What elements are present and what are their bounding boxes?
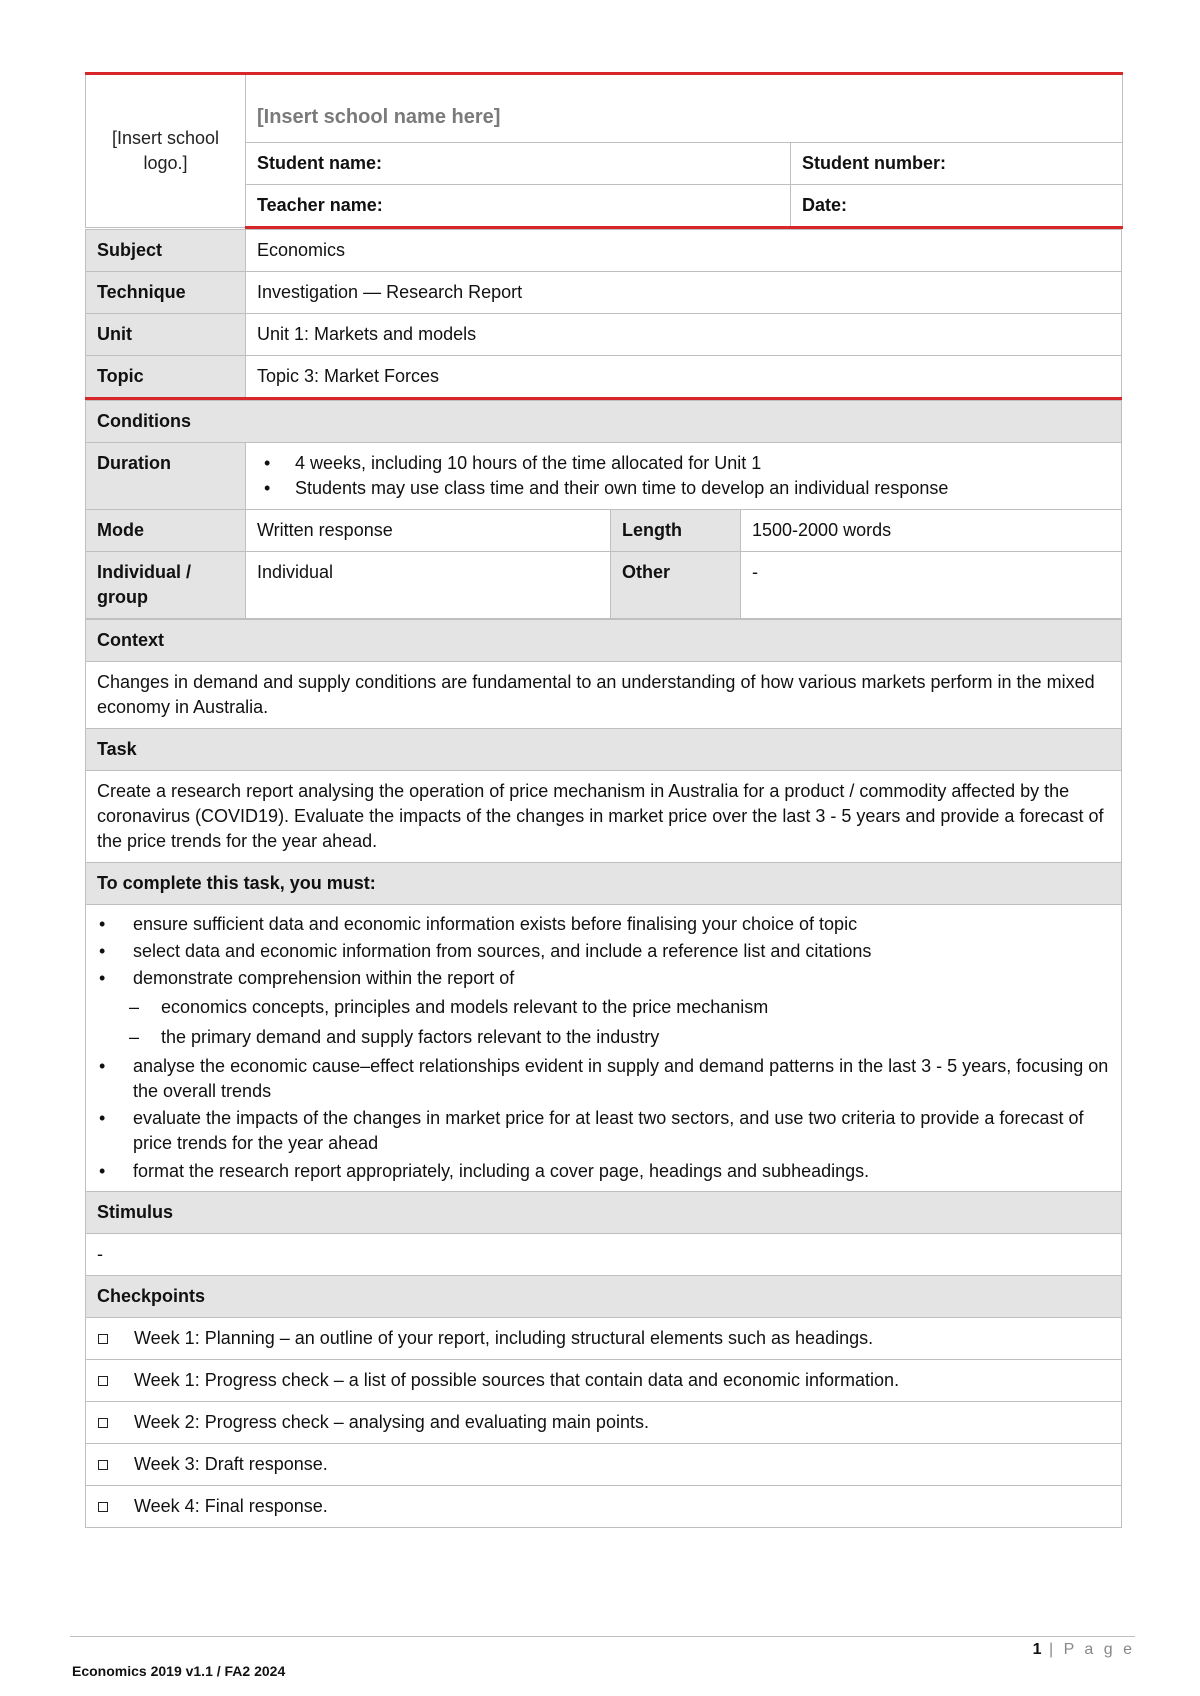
individual-group-label: Individual / group — [86, 552, 246, 619]
mode-label: Mode — [86, 510, 246, 552]
length-value: 1500-2000 words — [741, 510, 1122, 552]
checkpoint-item — [86, 1444, 1122, 1486]
requirements-heading: To complete this task, you must: — [86, 863, 1122, 905]
duration-label: Duration — [86, 443, 246, 510]
requirement-subitem: – economics concepts, principles and models relevant to the price mechanism — [97, 992, 1110, 1022]
document-id: Economics 2019 v1.1 / FA2 2024 — [72, 1663, 286, 1679]
checkpoint-item — [86, 1360, 1122, 1402]
individual-group-value: Individual — [246, 552, 611, 619]
school-logo-placeholder: [Insert school logo.] — [86, 74, 246, 228]
requirement-item: • demonstrate comprehension within the report of — [97, 965, 1110, 992]
assessment-document — [85, 72, 1122, 1528]
unit-value: Unit 1: Markets and models — [246, 314, 1122, 356]
duration-item: • 4 weeks, including 10 hours of the time allocated for Unit 1 — [257, 451, 1110, 476]
checkpoint-text: Week 1: Progress check – a list of possible sources that contain data and economic information. — [134, 1370, 900, 1390]
details-table — [85, 229, 1122, 400]
unit-label: Unit — [86, 314, 246, 356]
other-value: - — [741, 552, 1122, 619]
context-heading: Context — [86, 620, 1122, 662]
requirement-item: • format the research report appropriately, including a cover page, headings and subheadings. — [97, 1158, 1110, 1185]
teacher-name-field[interactable]: Teacher name: — [246, 185, 791, 228]
subject-label: Subject — [86, 230, 246, 272]
subject-value: Economics — [246, 230, 1122, 272]
topic-value: Topic 3: Market Forces — [246, 356, 1122, 399]
topic-label: Topic — [86, 356, 246, 399]
checkpoints-heading: Checkpoints — [86, 1276, 1122, 1318]
context-text: Changes in demand and supply conditions are fundamental to an understanding of how various markets perform in the mixed economy in Australia. — [86, 662, 1122, 729]
checkbox-icon[interactable] — [98, 1334, 108, 1344]
technique-label: Technique — [86, 272, 246, 314]
checkpoint-text: Week 3: Draft response. — [134, 1454, 328, 1474]
content-table — [85, 619, 1122, 1528]
duration-item: • Students may use class time and their own time to develop an individual response — [257, 476, 1110, 501]
requirement-item: • analyse the economic cause–effect relationships evident in supply and demand patterns in the last 3 - 5 years, focusing on the overall trends — [97, 1054, 1110, 1104]
checkbox-icon[interactable] — [98, 1418, 108, 1428]
mode-value: Written response — [246, 510, 611, 552]
stimulus-text: - — [86, 1234, 1122, 1276]
page-word: | P a g e — [1048, 1641, 1135, 1658]
checkpoint-item — [86, 1402, 1122, 1444]
conditions-heading: Conditions — [86, 401, 1122, 443]
checkbox-icon[interactable] — [98, 1376, 108, 1386]
duration-value — [246, 443, 1122, 510]
technique-value: Investigation — Research Report — [246, 272, 1122, 314]
checkbox-icon[interactable] — [98, 1502, 108, 1512]
checkpoint-item — [86, 1318, 1122, 1360]
other-label: Other — [611, 552, 741, 619]
checkbox-icon[interactable] — [98, 1460, 108, 1470]
checkpoint-text: Week 1: Planning – an outline of your report, including structural elements such as headings. — [134, 1328, 874, 1348]
checkpoint-text: Week 2: Progress check – analysing and evaluating main points. — [134, 1412, 649, 1432]
requirements-list — [86, 905, 1122, 1192]
student-name-field[interactable]: Student name: — [246, 143, 791, 185]
task-heading: Task — [86, 729, 1122, 771]
page-number — [1033, 1641, 1135, 1659]
requirement-subitem: – the primary demand and supply factors relevant to the industry — [97, 1022, 1110, 1052]
date-field[interactable]: Date: — [791, 185, 1123, 228]
student-number-field[interactable]: Student number: — [791, 143, 1123, 185]
header-table — [85, 72, 1123, 229]
footer-divider — [70, 1636, 1135, 1637]
length-label: Length — [611, 510, 741, 552]
page-number-value: 1 — [1032, 1641, 1042, 1658]
requirement-item: • evaluate the impacts of the changes in market price for at least two sectors, and use two criteria to provide a forecast of price trends for the year ahead — [97, 1106, 1110, 1156]
requirement-item: • ensure sufficient data and economic information exists before finalising your choice of topic — [97, 911, 1110, 938]
task-text: Create a research report analysing the operation of price mechanism in Australia for a product / commodity affected by the coronavirus (COVID19). Evaluate the impacts of the changes in market price over the last 3 - 5 years and provide a forecast of the price trends for the year ahead. — [86, 771, 1122, 863]
checkpoint-text: Week 4: Final response. — [134, 1496, 328, 1516]
requirement-item: • select data and economic information from sources, and include a reference list and citations — [97, 938, 1110, 965]
conditions-table — [85, 400, 1122, 619]
checkpoint-item — [86, 1486, 1122, 1528]
school-name: [Insert school name here] — [246, 74, 1123, 143]
stimulus-heading: Stimulus — [86, 1192, 1122, 1234]
